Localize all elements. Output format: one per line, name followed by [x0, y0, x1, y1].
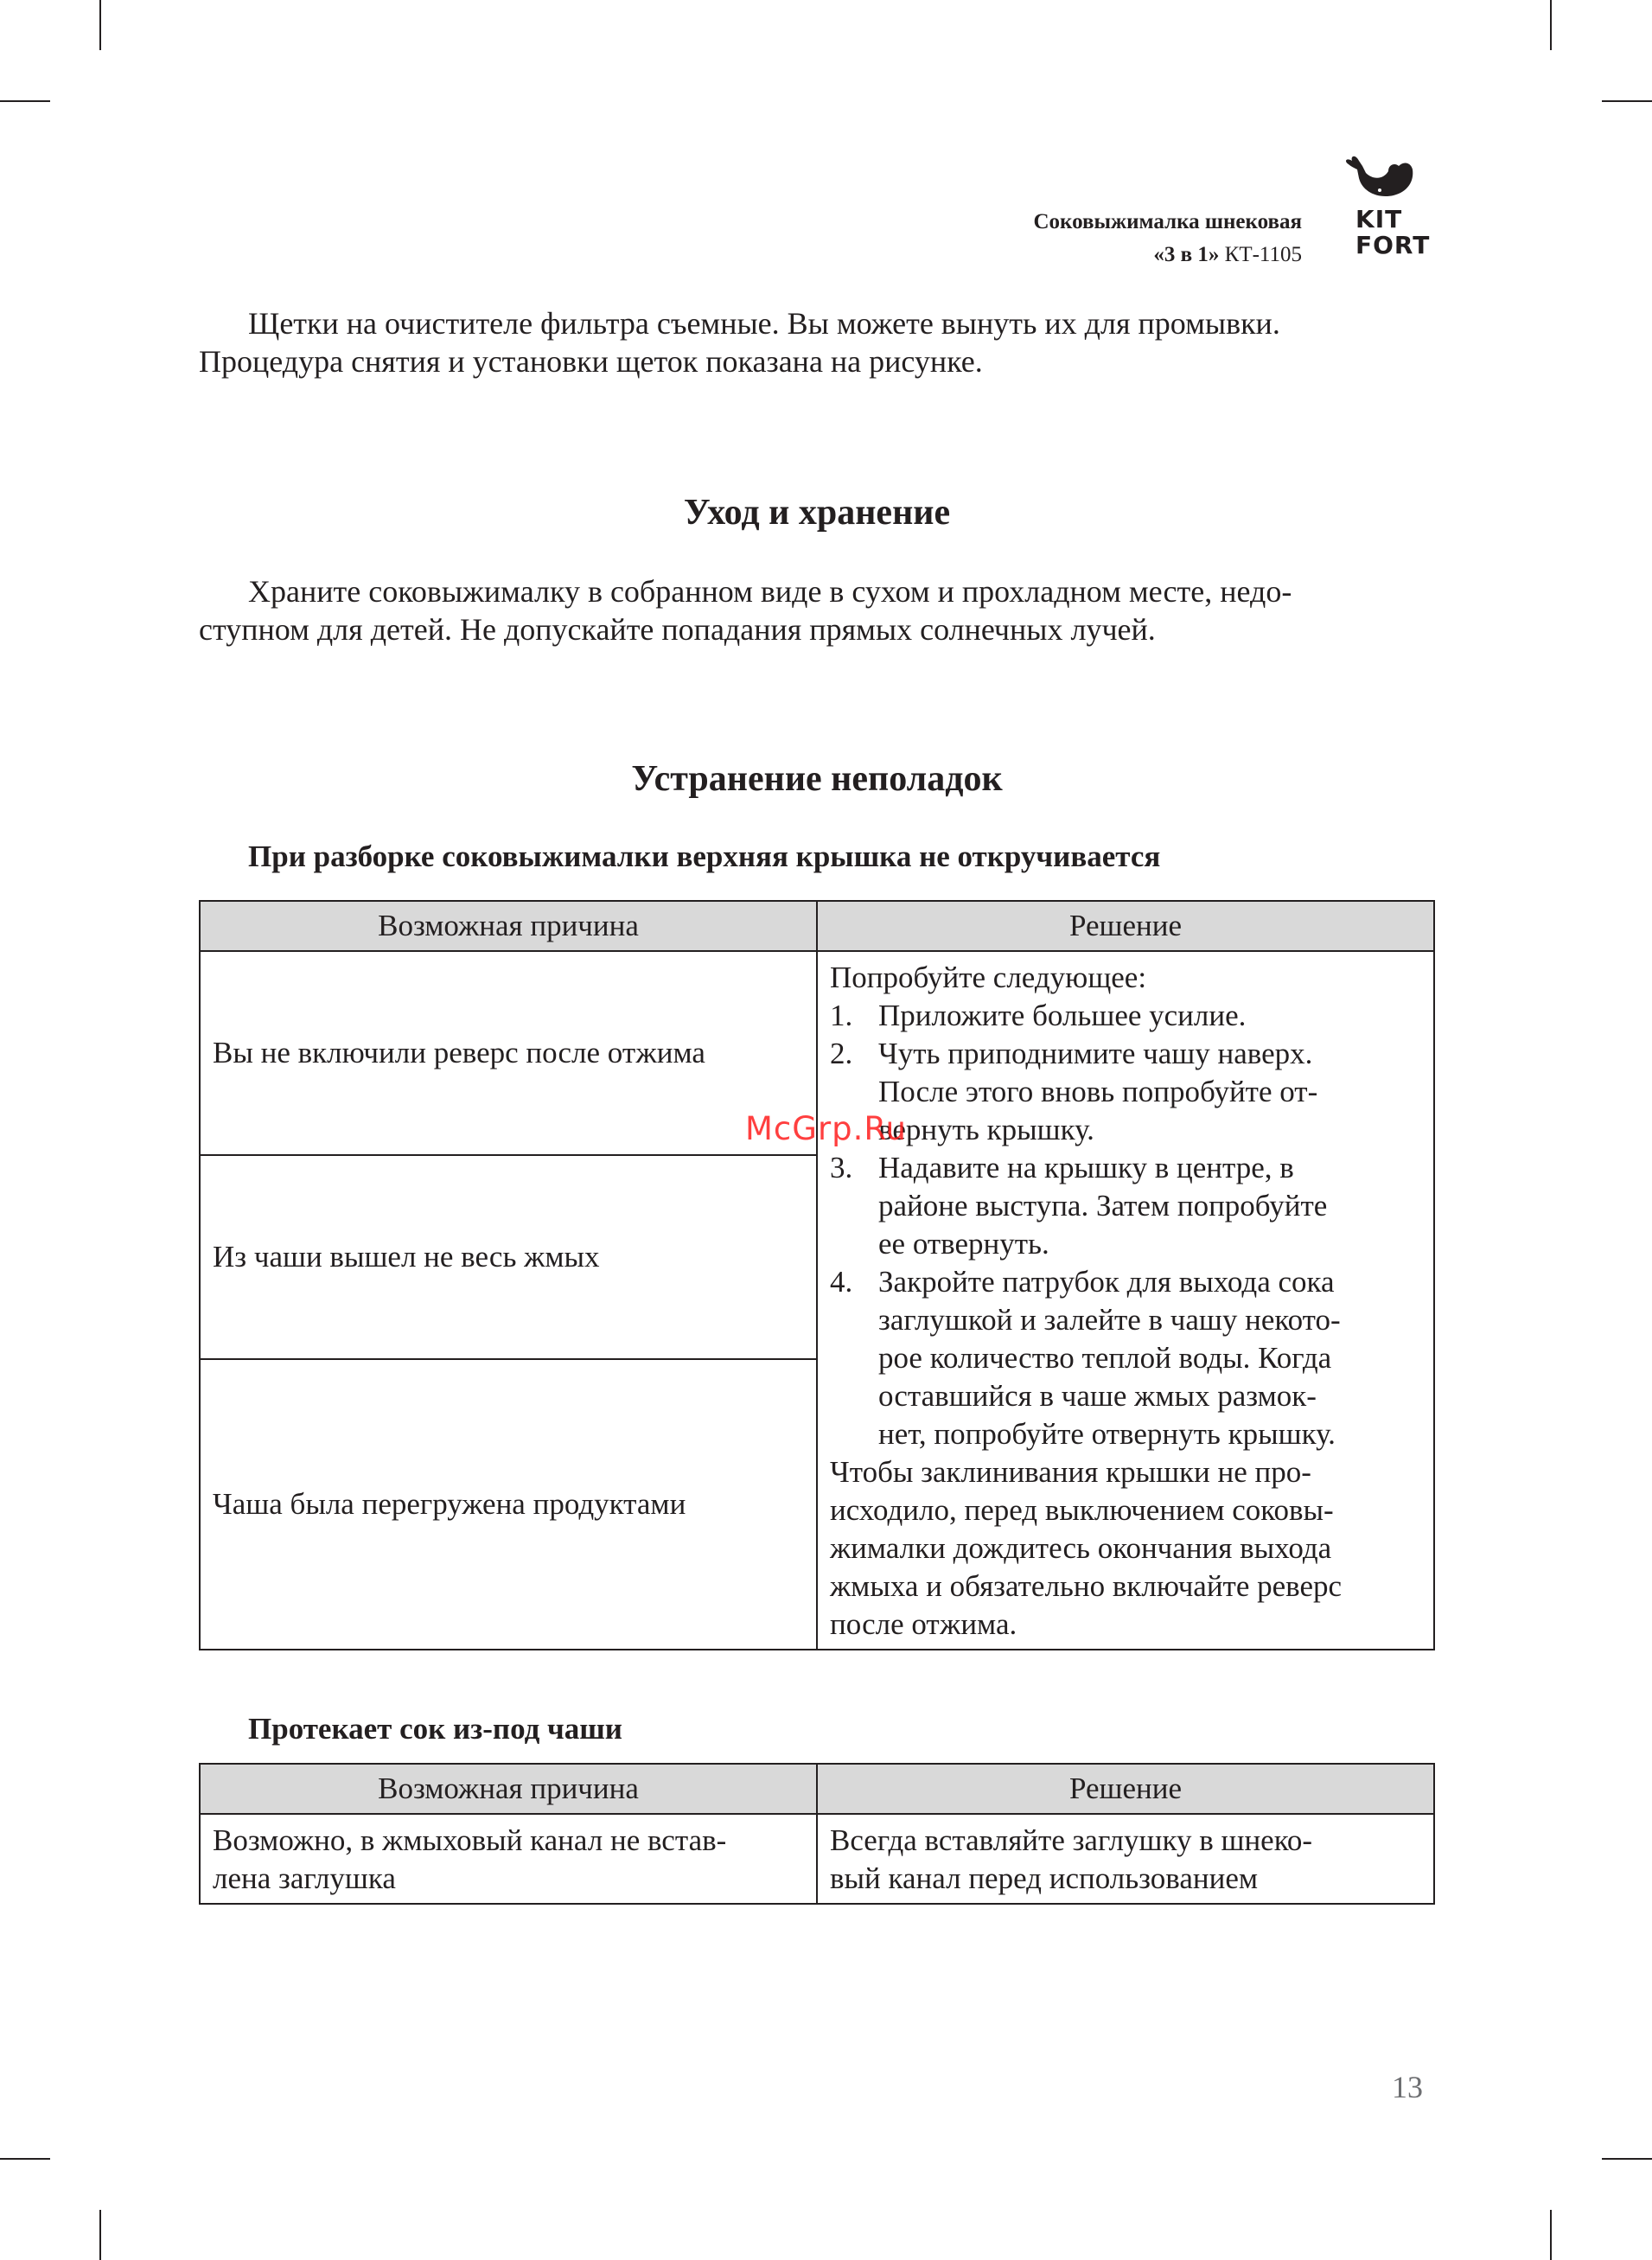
table-header-row — [200, 1764, 1434, 1814]
list-item: 2. Чуть приподнимите чашу наверх. После этого вновь попробуйте от- вернуть крышку. — [830, 1037, 1318, 1146]
cause-cell: Из чаши вышел не весь жмых — [200, 1155, 817, 1359]
column-header-solution: Решение — [817, 1764, 1434, 1814]
crop-mark — [99, 2210, 101, 2260]
intro-paragraph: Щетки на очистителе фильтра съемные. Вы можете вынуть их для промывки. Процедура снятия и установки щеток показана на рисунке. — [199, 306, 1280, 379]
solution-cell: Попробуйте следующее: 1. Приложите большее усилие. 2. Чуть приподнимите чашу наверх. После этого вновь попробуйте от- вернуть крышку. 3. Надавите на крышку в центре, в районе выступа. Затем попробуйте ее отвернуть. 4. Закройте патрубок для выхода сока заглушкой и залейте в чашу некото- рое количество теплой воды. Когда оставшийся в чаше жмых размок- нет, попробуйте отвернуть крышку. Чтобы заклинивания крышки не про- исходило, перед выключением соковы- жималки дождитесь окончания выхода жмыха и обязательно включайте реверс после отжима. — [817, 951, 1434, 1650]
kitfort-logo — [1324, 154, 1437, 265]
cause-cell: Чаша была перегружена продуктами — [200, 1359, 817, 1650]
solution-cell: Всегда вставляйте заглушку в шнеко- вый канал перед использованием — [817, 1814, 1434, 1904]
list-item: 3. Надавите на крышку в центре, в районе выступа. Затем попробуйте ее отвернуть. — [830, 1151, 1328, 1261]
logo-line-1: KIT — [1355, 205, 1403, 233]
care-heading: Уход и хранение — [683, 493, 951, 533]
table-header-row — [200, 901, 1434, 951]
page-number: 13 — [1392, 2070, 1423, 2104]
crop-mark — [1602, 100, 1652, 102]
table-row — [200, 1814, 1434, 1904]
crop-mark — [0, 100, 50, 102]
section1-title: При разборке соковыжималки верхняя крышка не откручивается — [248, 840, 1161, 873]
column-header-cause: Возможная причина — [200, 1764, 817, 1814]
logo-line-2: FORT — [1355, 231, 1431, 259]
column-header-cause: Возможная причина — [200, 901, 817, 951]
list-item: 4. Закройте патрубок для выхода сока заглушкой и залейте в чашу некото- рое количество теплой воды. Когда оставшийся в чаше жмых размок- нет, попробуйте отвернуть крышку. — [830, 1265, 1341, 1451]
crop-mark — [1602, 2158, 1652, 2160]
column-header-solution: Решение — [817, 901, 1434, 951]
product-model: «3 в 1» КТ-1105 — [1153, 243, 1302, 266]
crop-mark — [1550, 2210, 1552, 2260]
crop-mark — [99, 0, 101, 50]
running-header — [1033, 206, 1302, 271]
crop-mark — [0, 2158, 50, 2160]
list-item: 1. Приложите большее усилие. — [830, 999, 1247, 1032]
whale-icon — [1324, 154, 1437, 209]
cause-cell: Возможно, в жмыховый канал не встав- лена заглушка — [200, 1814, 817, 1904]
watermark: McGrp.Ru — [745, 1110, 907, 1147]
crop-mark — [1550, 0, 1552, 50]
cause-cell: Вы не включили реверс после отжима — [200, 951, 817, 1155]
troubleshooting-table-2 — [199, 1763, 1435, 1905]
section2-title: Протекает сок из-под чаши — [248, 1712, 622, 1746]
product-title: Соковыжималка шнековая — [1033, 210, 1302, 233]
troubleshooting-heading: Устранение неполадок — [631, 759, 1003, 799]
care-paragraph: Храните соковыжималку в собранном виде в сухом и прохладном месте, недо- ступном для детей. Не допускайте попадания прямых солнечных лучей. — [199, 574, 1292, 647]
troubleshooting-table-1 — [199, 900, 1435, 1650]
